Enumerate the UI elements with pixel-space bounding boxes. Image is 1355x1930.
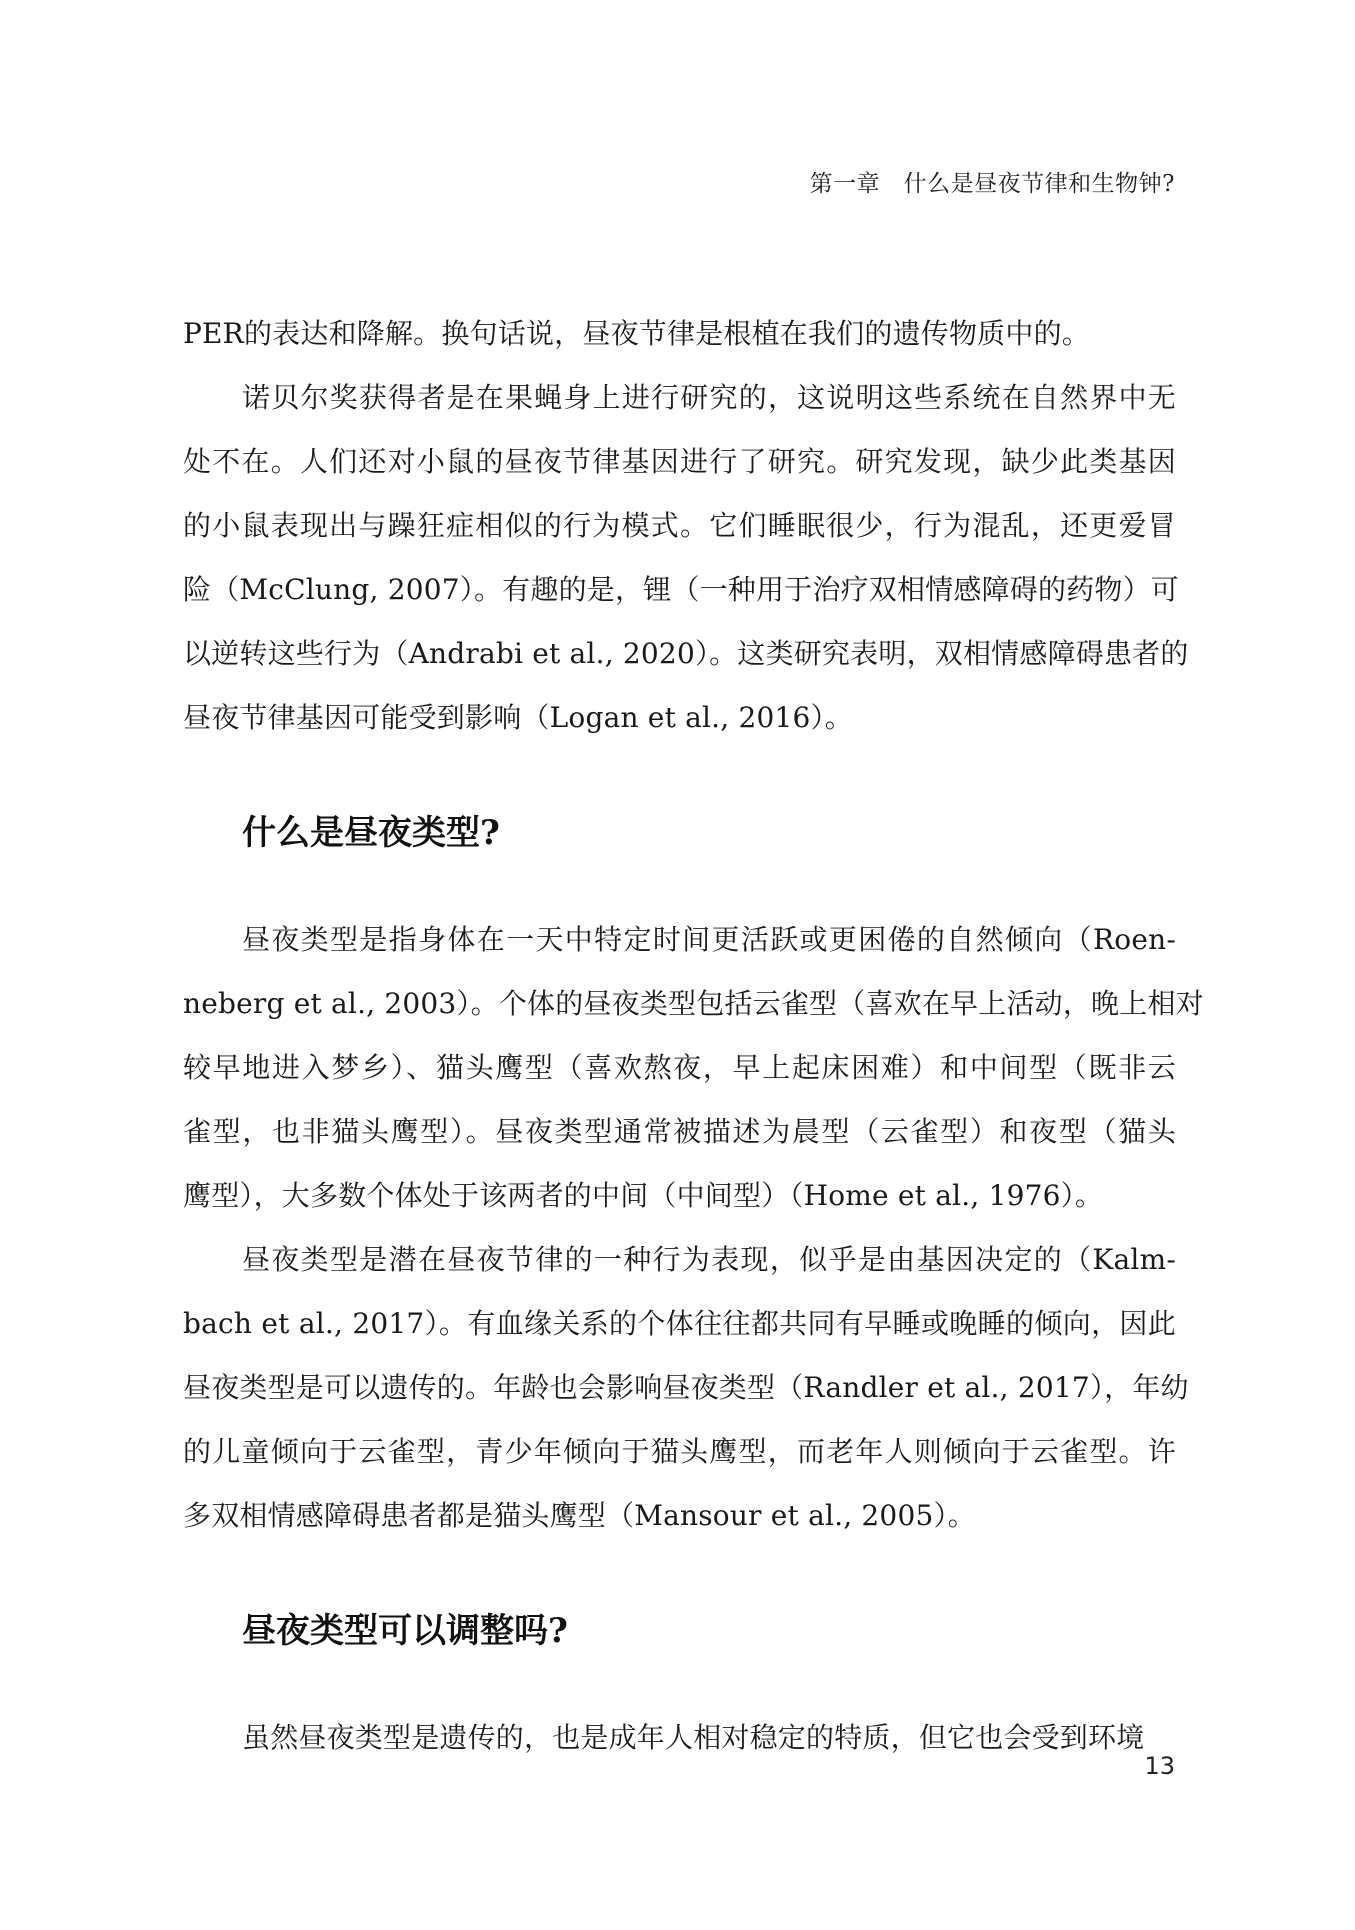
text-line: 昼夜节律基因可能受到影响（Logan et al., 2016）。 <box>183 701 853 734</box>
text-line: 处不在。人们还对小鼠的昼夜节律基因进行了研究。研究发现，缺少此类基因 <box>183 445 1176 478</box>
paragraph <box>183 1228 1189 1548</box>
text-line: PER的表达和降解。换句话说，昼夜节律是根植在我们的遗传物质中的。 <box>183 317 1090 350</box>
running-header: 第一章 什么是昼夜节律和生物钟? <box>809 171 1175 197</box>
text-line: 诺贝尔奖获得者是在果蝇身上进行研究的，这说明这些系统在自然界中无 <box>242 381 1176 414</box>
text-line: 雀型，也非猫头鹰型）。昼夜类型通常被描述为晨型（云雀型）和夜型（猫头 <box>183 1115 1176 1148</box>
text-line: 鹰型），大多数个体处于该两者的中间（中间型）（Home et al., 1976）。 <box>183 1179 1104 1212</box>
paragraph <box>183 302 1176 366</box>
text-line: 虽然昼夜类型是遗传的，也是成年人相对稳定的特质，但它也会受到环境 <box>242 1721 1145 1754</box>
text-line: 以逆转这些行为（Andrabi et al., 2020）。这类研究表明，双相情感障碍患者的 <box>183 637 1189 670</box>
paragraph <box>183 366 1189 750</box>
text-line: 昼夜类型是指身体在一天中特定时间更活跃或更困倦的自然倾向（Roen- <box>242 923 1176 956</box>
text-line: bach et al., 2017）。有血缘关系的个体往往都共同有早睡或晚睡的倾向，因此 <box>183 1307 1176 1340</box>
text-line: neberg et al., 2003）。个体的昼夜类型包括云雀型（喜欢在早上活动，晚上相对 <box>183 987 1204 1020</box>
paragraph <box>183 908 1204 1228</box>
text-line: 昼夜类型是潜在昼夜节律的一种行为表现，似乎是由基因决定的（Kalm- <box>242 1243 1176 1276</box>
page-number: 13 <box>1144 1752 1175 1780</box>
text-line: 险（McClung, 2007）。有趣的是，锂（一种用于治疗双相情感障碍的药物）可 <box>183 573 1179 606</box>
section-heading: 昼夜类型可以调整吗? <box>242 1611 568 1651</box>
text-line: 昼夜类型是可以遗传的。年龄也会影响昼夜类型（Randler et al., 2017），年幼 <box>183 1371 1189 1404</box>
section-heading: 什么是昼夜类型? <box>242 813 500 853</box>
text-line: 较早地进入梦乡）、猫头鹰型（喜欢熬夜，早上起床困难）和中间型（既非云 <box>183 1051 1176 1084</box>
text-line: 的儿童倾向于云雀型，青少年倾向于猫头鹰型，而老年人则倾向于云雀型。许 <box>183 1435 1176 1468</box>
page-body <box>183 302 1204 1770</box>
paragraph <box>183 1706 1176 1770</box>
text-line: 的小鼠表现出与躁狂症相似的行为模式。它们睡眠很少，行为混乱，还更爱冒 <box>183 509 1176 542</box>
text-line: 多双相情感障碍患者都是猫头鹰型（Mansour et al., 2005）。 <box>183 1499 976 1532</box>
